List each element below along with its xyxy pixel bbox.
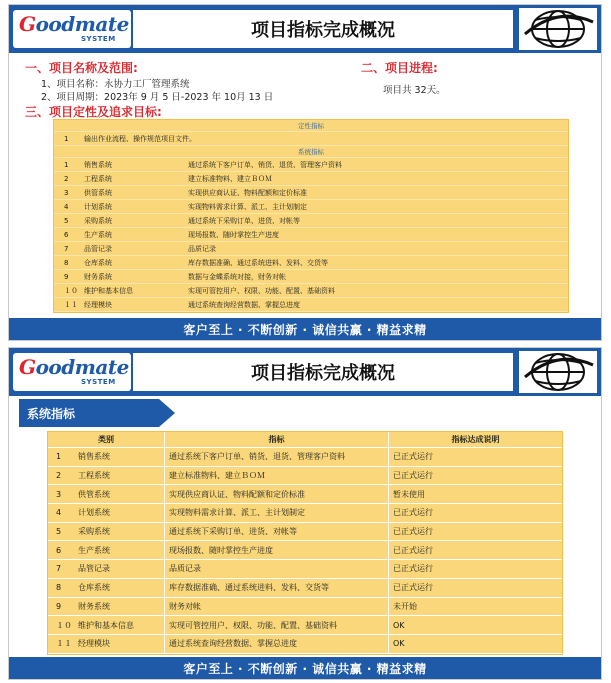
- globe-icon: [519, 8, 597, 50]
- row-description: 通过系统下采购订单、进货、对帐等: [188, 216, 300, 225]
- row-indicator: 实现物料需求计算、派工、主计划制定: [164, 504, 388, 522]
- goals-table: [53, 119, 569, 313]
- header-status: 指标达成说明: [388, 432, 562, 447]
- table-row: [54, 186, 568, 200]
- logo-g: G: [19, 355, 36, 379]
- row-system: 品管记录: [78, 564, 110, 574]
- table-row: [48, 635, 562, 654]
- row-system: 工程系统: [78, 471, 110, 481]
- logo-subtitle: SYSTEM: [81, 378, 116, 386]
- row-system: 采购系统: [78, 527, 110, 537]
- project-period: 2、项目周期：2023年 9 月 5 日-2023 年 10月 13 日: [41, 92, 274, 103]
- row-system: 维护和基本信息: [78, 620, 134, 630]
- row-system: 经理模块: [84, 300, 112, 309]
- row-system: 仓库系统: [84, 258, 112, 267]
- qualitative-header: 定性指标: [54, 120, 568, 132]
- row-system: 财务系统: [84, 272, 112, 281]
- table-row: [54, 242, 568, 256]
- header-category: 类别: [98, 435, 114, 444]
- row-number: 5: [64, 216, 69, 225]
- table-row: [48, 579, 562, 598]
- table-row: [48, 598, 562, 617]
- row-number: 2: [64, 174, 69, 183]
- row-status: 已正式运行: [388, 560, 562, 578]
- page-title: 项目指标完成概况: [251, 20, 395, 41]
- row-number: 8: [64, 258, 69, 267]
- system-header: 系统指标: [54, 146, 568, 158]
- row-status: 已正式运行: [388, 467, 562, 485]
- table-row: [54, 284, 568, 298]
- logo-subtitle: SYSTEM: [81, 35, 116, 43]
- table-header: [48, 432, 562, 448]
- row-system: 销售系统: [84, 160, 112, 169]
- section-progress-title: 二、项目进程:: [361, 61, 438, 75]
- row-system: 维护和基本信息: [84, 286, 133, 295]
- row-indicator: 通过系统下客户订单、销货、退货、管理客户资料: [164, 448, 388, 466]
- row-indicator: 通过系统下采购订单、进货、对帐等: [164, 523, 388, 541]
- row-status: OK: [388, 635, 562, 653]
- row-system: 计划系统: [78, 508, 110, 518]
- row-number: １０: [64, 286, 78, 295]
- row-indicator: 建立标准物料、建立ＢＯＭ: [164, 467, 388, 485]
- row-status: 已正式运行: [388, 541, 562, 559]
- row-description: 数据与金蝶系统对接，财务对帐: [188, 272, 286, 281]
- row-description: 实现可管控用户、权限、功能、配置、基础资料: [188, 286, 335, 295]
- row-number: １１: [64, 300, 78, 309]
- table-row: [48, 541, 562, 560]
- slide-header: [9, 348, 601, 396]
- table-row: [48, 485, 562, 504]
- header-indicator: 指标: [164, 432, 388, 447]
- footer-slogan: 客户至上 · 不断创新 · 诚信共赢 · 精益求精: [9, 318, 601, 340]
- logo-word: oodmate: [35, 12, 129, 36]
- indicators-table: [47, 431, 563, 655]
- row-status: 已正式运行: [388, 448, 562, 466]
- row-number: 9: [56, 601, 62, 611]
- row-number: 3: [56, 489, 62, 499]
- goodmate-logo: [13, 353, 131, 391]
- row-status: 未开始: [388, 598, 562, 616]
- row-description: 库存数据准确、通过系统进料、发料、交货等: [188, 258, 328, 267]
- logo-g: G: [19, 12, 36, 36]
- row-system: 仓库系统: [78, 583, 110, 593]
- row-system: 生产系统: [84, 230, 112, 239]
- row-number: 1: [64, 134, 69, 143]
- row-status: 暂未使用: [388, 485, 562, 503]
- table-row: [54, 200, 568, 214]
- page-title: 项目指标完成概况: [251, 363, 395, 384]
- table-row: [54, 172, 568, 186]
- row-number: 4: [56, 508, 62, 518]
- table-row: [54, 132, 568, 146]
- row-number: 7: [56, 564, 62, 574]
- globe-icon: [519, 351, 597, 393]
- row-system: 生产系统: [78, 545, 110, 555]
- goodmate-logo: [13, 10, 131, 48]
- logo-word: oodmate: [35, 355, 129, 379]
- row-indicator: 实现供应商认证、物料配额和定价标准: [164, 485, 388, 503]
- footer-slogan: 客户至上 · 不断创新 · 诚信共赢 · 精益求精: [9, 657, 601, 679]
- row-number: 5: [56, 527, 62, 537]
- row-status: 已正式运行: [388, 504, 562, 522]
- section-scope-title: 一、项目名称及范围:: [25, 61, 138, 75]
- slide-system-indicators: [8, 347, 602, 680]
- row-number: １０: [56, 620, 72, 630]
- row-number: 4: [64, 202, 69, 211]
- table-row: [48, 616, 562, 635]
- row-indicator: 库存数据准确、通过系统进料、发料、交货等: [164, 579, 388, 597]
- row-system: 工程系统: [84, 174, 112, 183]
- row-number: 8: [56, 583, 62, 593]
- row-description: 通过系统查询经营数据、掌握总进度: [188, 300, 300, 309]
- row-status: 已正式运行: [388, 523, 562, 541]
- indicator-rows: [48, 448, 562, 654]
- row-number: 6: [64, 230, 69, 239]
- row-indicator: 通过系统查询经营数据、掌握总进度: [164, 635, 388, 653]
- project-name: 1、项目名称：永协力工厂管理系统: [41, 79, 190, 90]
- table-row: [54, 228, 568, 242]
- section-badge-label: 系统指标: [27, 407, 76, 421]
- row-number: 1: [64, 160, 69, 169]
- row-system: 财务系统: [78, 601, 110, 611]
- row-system: 品管记录: [84, 244, 112, 253]
- table-row: [54, 298, 568, 312]
- row-system: 经理模块: [78, 639, 110, 649]
- table-row: [48, 467, 562, 486]
- row-status: OK: [388, 616, 562, 634]
- row-number: 2: [56, 471, 62, 481]
- title-box: [133, 353, 513, 391]
- row-description: 现场报数、随时掌控生产进度: [188, 230, 279, 239]
- row-status: 已正式运行: [388, 579, 562, 597]
- row-number: 1: [56, 452, 62, 462]
- system-rows: [54, 158, 568, 312]
- section-goals-title: 三、项目定性及追求目标:: [25, 105, 162, 119]
- slide-overview: [8, 4, 602, 341]
- table-row: [48, 504, 562, 523]
- row-system: 计划系统: [84, 202, 112, 211]
- row-system: 供管系统: [78, 489, 110, 499]
- table-row: [54, 256, 568, 270]
- row-indicator: 品质记录: [164, 560, 388, 578]
- row-indicator: 现场报数、随时掌控生产进度: [164, 541, 388, 559]
- row-system: 采购系统: [84, 216, 112, 225]
- row-description: 建立标准物料、建立ＢＯＭ: [188, 174, 272, 183]
- table-row: [48, 523, 562, 542]
- table-row: [54, 214, 568, 228]
- row-system: 供管系统: [84, 188, 112, 197]
- table-row: [48, 560, 562, 579]
- row-indicator: 实现可管控用户、权限、功能、配置、基础资料: [164, 616, 388, 634]
- row-number: 3: [64, 188, 69, 197]
- row-number: １１: [56, 639, 72, 649]
- row-description: 实现供应商认证、物料配额和定价标准: [188, 188, 307, 197]
- table-row: [48, 448, 562, 467]
- row-number: 6: [56, 545, 62, 555]
- row-number: 7: [64, 244, 69, 253]
- row-number: 9: [64, 272, 69, 281]
- row-system: 销售系统: [78, 452, 110, 462]
- title-box: [133, 10, 513, 48]
- progress-text: 项目共 32天。: [383, 85, 446, 96]
- row-description: 实现物料需求计算、派工、主计划制定: [188, 202, 307, 211]
- table-row: [54, 270, 568, 284]
- row-indicator: 财务对帐: [164, 598, 388, 616]
- slide-header: [9, 5, 601, 53]
- row-text: 输出作业流程、操作规范项目文件。: [84, 134, 196, 143]
- row-description: 通过系统下客户订单、销货、退货、管理客户资料: [188, 160, 342, 169]
- row-description: 品质记录: [188, 244, 216, 253]
- table-row: [54, 158, 568, 172]
